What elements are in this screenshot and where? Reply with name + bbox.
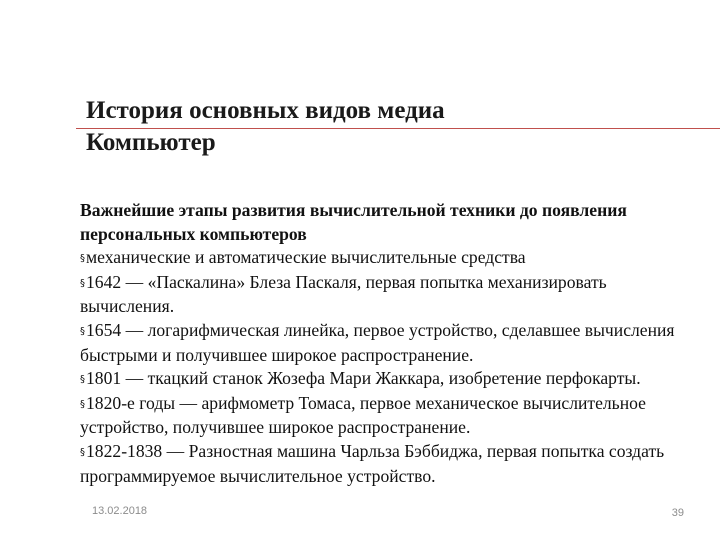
list-item (80, 319, 705, 367)
body-heading: Важнейшие этапы развития вычислительной техники до появления персональных компьютеров (80, 200, 627, 244)
list-item (80, 392, 705, 440)
bullet-icon: § (80, 374, 85, 386)
list-item-text: механические и автоматические вычислительные средства (86, 247, 526, 268)
bullet-icon: § (80, 325, 85, 337)
list-item-text: 1820-е годы — арифмометр Томаса, первое механическое вычислительное устройство, получившее широкое распространение. (80, 392, 646, 438)
list-item-text: 1642 — «Паскалина» Блеза Паскаля, первая попытка механизировать вычисления. (80, 271, 607, 317)
list-item (80, 246, 705, 271)
title-divider (76, 128, 720, 129)
slide-body (80, 199, 705, 488)
list-item-text: 1654 — логарифмическая линейка, первое устройство, сделавшее вычисления быстрыми и получившее широкое распространение. (80, 319, 675, 365)
bullet-icon: § (80, 277, 85, 289)
title-line-1: История основных видов медиа (86, 97, 445, 124)
list-item (80, 367, 705, 392)
slide-title (86, 95, 686, 159)
list-item (80, 271, 705, 319)
list-item-text: 1801 — ткацкий станок Жозефа Мари Жаккара, изобретение перфокарты. (86, 368, 641, 389)
bullet-icon: § (80, 253, 85, 265)
list-item-text: 1822-1838 — Разностная машина Чарльза Бэббиджа, первая попытка создать программируемое вычислительное устройство. (80, 440, 665, 486)
footer-date: 13.02.2018 (92, 505, 148, 517)
title-line-2: Компьютер (86, 129, 216, 156)
list-item (80, 440, 705, 488)
bullet-icon: § (80, 446, 85, 458)
page-number: 39 (671, 507, 684, 519)
bullet-icon: § (80, 398, 85, 410)
